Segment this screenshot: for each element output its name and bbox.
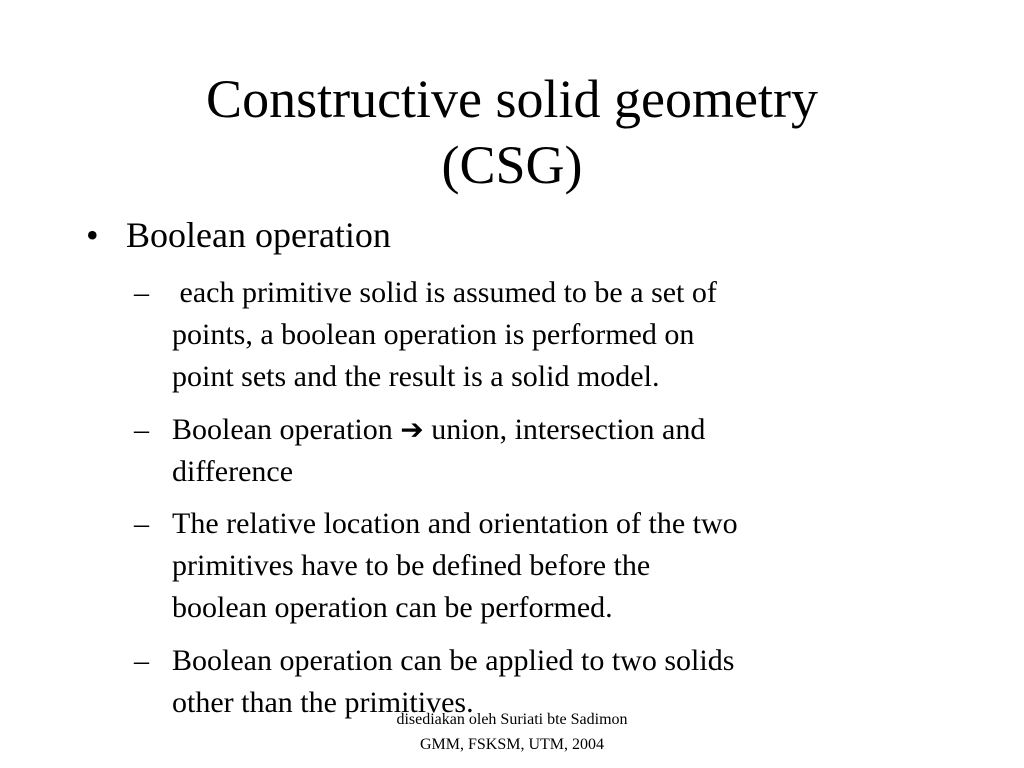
sub-item-line: other than the primitives. (172, 686, 474, 719)
sub-item-line: The relative location and orientation of the two (172, 507, 738, 540)
sub-item-text (172, 272, 932, 398)
sub-item-text-before-arrow: Boolean operation (172, 413, 401, 446)
sub-item-line: boolean operation can be performed. (172, 591, 613, 624)
sub-item-text (172, 409, 932, 493)
footer-author-line: disediakan oleh Suriati bte Sadimon (396, 711, 628, 728)
sub-item-text-after-arrow: union, intersection and (423, 413, 706, 446)
sub-item-line: each primitive solid is assumed to be a set of (172, 276, 717, 309)
sub-item-dash: – (134, 413, 149, 446)
sub-item-dash: – (134, 507, 149, 540)
right-arrow-icon: ➔ (400, 413, 424, 446)
sub-item-line: points, a boolean operation is performed on (172, 318, 695, 351)
sub-item-line: point sets and the result is a solid model. (172, 360, 660, 393)
sub-item-line: Boolean operation can be applied to two solids (172, 644, 735, 677)
bullet-item-boolean-operation (86, 212, 391, 258)
footer-affiliation-line: GMM, FSKSM, UTM, 2004 (419, 736, 605, 753)
sub-item-line (172, 409, 932, 451)
sub-item-line: difference (172, 455, 294, 488)
sub-item-operation-types (134, 409, 932, 493)
sub-item-dash: – (134, 276, 149, 309)
slide-title-line-1: Constructive solid geometry (206, 69, 818, 129)
sub-item-point-sets (134, 272, 932, 398)
bullet-text: Boolean operation (126, 215, 391, 255)
sub-item-text (172, 503, 932, 629)
slide-title (60, 66, 964, 198)
slide-title-line-2: (CSG) (441, 135, 583, 195)
sub-item-relative-location (134, 503, 932, 629)
sub-item-dash: – (134, 644, 149, 677)
bullet-marker: • (86, 215, 99, 255)
slide-footer (312, 707, 712, 757)
sub-item-line: primitives have to be defined before the (172, 549, 651, 582)
